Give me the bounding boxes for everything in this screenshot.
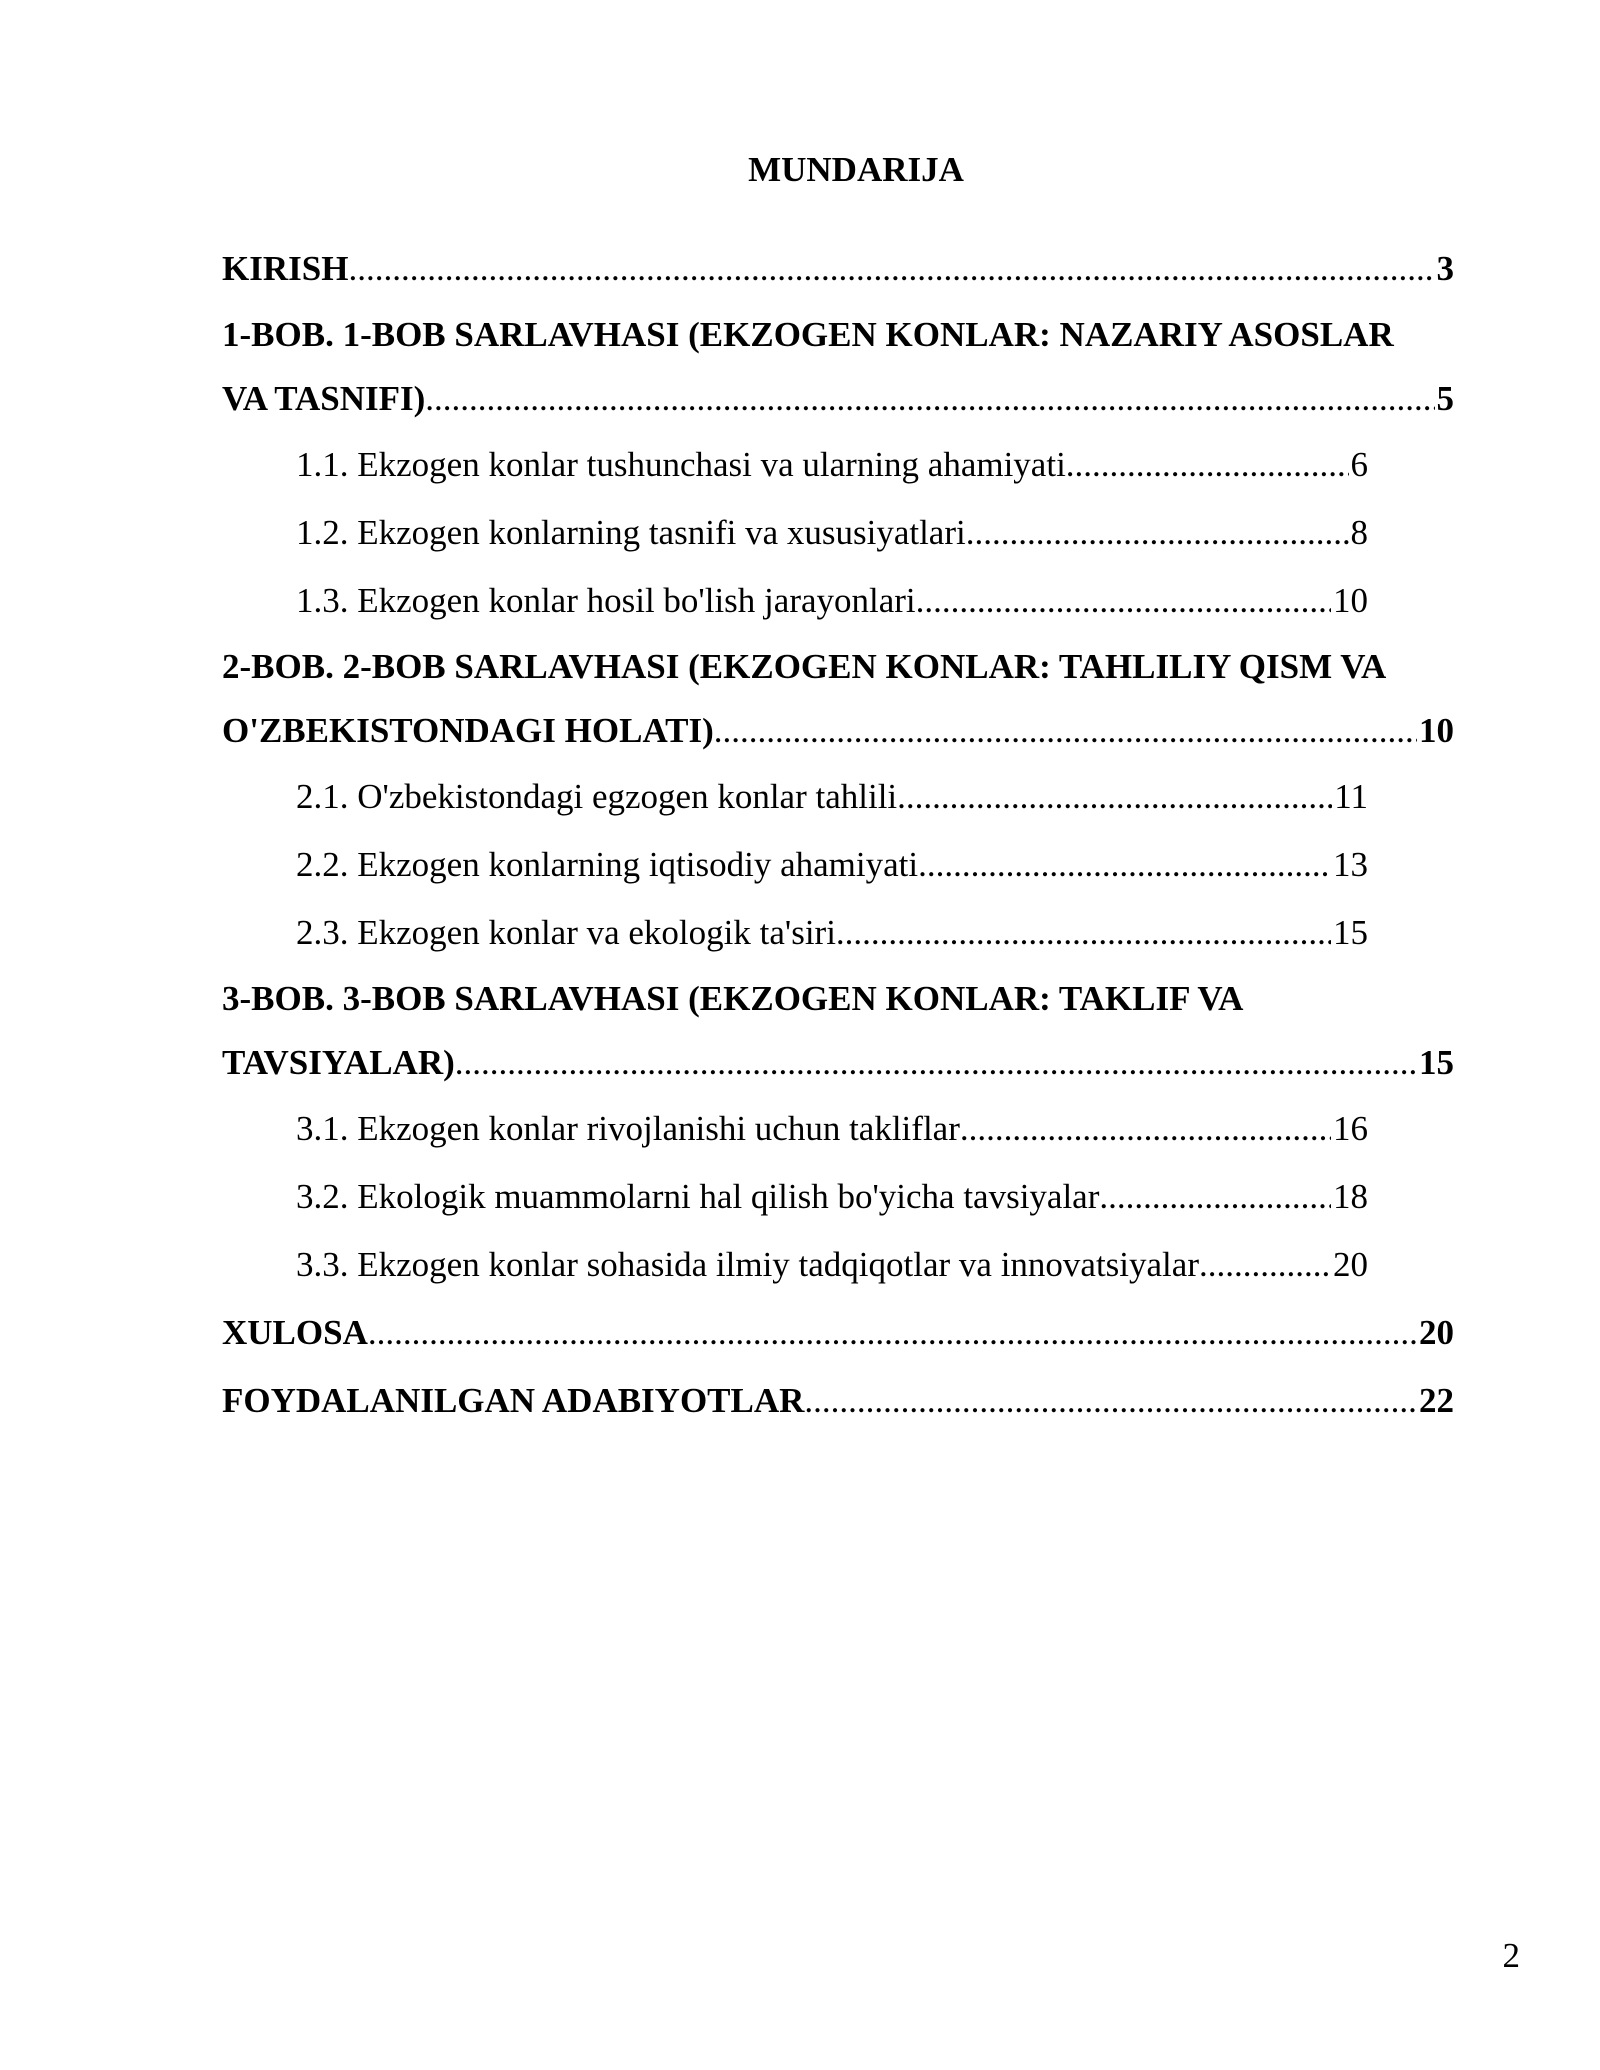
dot-leader — [918, 831, 1331, 899]
toc-entry-title: O'ZBEKISTONDAGI HOLATI) — [222, 711, 714, 750]
toc-entry-chapter-1[interactable] — [222, 303, 1454, 431]
toc-entry-section-1-2[interactable] — [222, 499, 1368, 567]
toc-entry-section-1-3[interactable] — [222, 567, 1368, 635]
toc-page-number: 20 — [1419, 1313, 1454, 1352]
toc-page-number: 8 — [1350, 513, 1368, 552]
toc-page-number: 16 — [1333, 1109, 1368, 1148]
toc-entry-title: TAVSIYALAR) — [222, 1043, 455, 1082]
toc-page-number: 15 — [1419, 1043, 1454, 1082]
toc-page-number: 22 — [1419, 1381, 1454, 1420]
toc-entry-title: 1.3. Ekzogen konlar hosil bo'lish jarayonlari — [296, 581, 916, 620]
toc-entry-chapter-2[interactable] — [222, 635, 1454, 763]
toc-page-number: 3 — [1436, 249, 1454, 288]
page-title: MUNDARIJA — [748, 150, 964, 189]
toc-page-number: 13 — [1333, 845, 1368, 884]
toc-entry-title: 2.3. Ekzogen konlar va ekologik ta'siri — [296, 913, 836, 952]
dot-leader — [960, 1095, 1331, 1163]
toc-entry-title: 1.2. Ekzogen konlarning tasnifi va xususiyatlari — [296, 513, 966, 552]
toc-entry-section-3-1[interactable] — [222, 1095, 1368, 1163]
toc-entry-kirish[interactable] — [222, 235, 1454, 303]
toc-page-number: 6 — [1350, 445, 1368, 484]
toc-entry-section-3-3[interactable] — [222, 1231, 1368, 1299]
dot-leader — [1099, 1163, 1331, 1231]
toc-entry-title: 2.1. O'zbekistondagi egzogen konlar tahlili — [296, 777, 898, 816]
dot-leader — [455, 1031, 1417, 1095]
toc-page-number: 10 — [1419, 711, 1454, 750]
toc-entry-title-line: 1-BOB. 1-BOB SARLAVHASI (EKZOGEN KONLAR: NAZARIY ASOSLAR — [222, 315, 1394, 354]
dot-leader — [804, 1367, 1417, 1435]
toc-entry-section-2-3[interactable] — [222, 899, 1368, 967]
toc-entry-section-2-1[interactable] — [222, 763, 1368, 831]
toc-entry-title: 3.3. Ekzogen konlar sohasida ilmiy tadqiqotlar va innovatsiyalar — [296, 1245, 1199, 1284]
toc-entry-title: VA TASNIFI) — [222, 379, 426, 418]
toc-page-number: 10 — [1333, 581, 1368, 620]
toc-page-number: 20 — [1333, 1245, 1368, 1284]
dot-leader — [714, 699, 1417, 763]
dot-leader — [1066, 431, 1349, 499]
toc-entry-title: XULOSA — [222, 1313, 368, 1352]
toc-entry-chapter-3[interactable] — [222, 967, 1454, 1095]
dot-leader — [425, 367, 1434, 431]
toc-entry-section-3-2[interactable] — [222, 1163, 1368, 1231]
table-of-contents — [222, 235, 1454, 1435]
toc-entry-section-1-1[interactable] — [222, 431, 1368, 499]
toc-entry-title-line: 2-BOB. 2-BOB SARLAVHASI (EKZOGEN KONLAR: TAHLILIY QISM VA — [222, 647, 1387, 686]
dot-leader — [1199, 1231, 1331, 1299]
toc-entry-references[interactable] — [222, 1367, 1454, 1435]
dot-leader — [916, 567, 1331, 635]
dot-leader — [836, 899, 1331, 967]
page-number: 2 — [1502, 1936, 1520, 1975]
toc-entry-title: FOYDALANILGAN ADABIYOTLAR — [222, 1381, 805, 1420]
toc-entry-title-line: 3-BOB. 3-BOB SARLAVHASI (EKZOGEN KONLAR: TAKLIF VA — [222, 979, 1244, 1018]
toc-entry-title: KIRISH — [222, 249, 349, 288]
toc-page-number: 18 — [1333, 1177, 1368, 1216]
toc-page-number: 11 — [1334, 777, 1368, 816]
toc-page-number: 15 — [1333, 913, 1368, 952]
toc-entry-title: 1.1. Ekzogen konlar tushunchasi va ularning ahamiyati — [296, 445, 1066, 484]
dot-leader — [966, 499, 1349, 567]
toc-page-number: 5 — [1436, 379, 1454, 418]
toc-entry-xulosa[interactable] — [222, 1299, 1454, 1367]
dot-leader — [348, 235, 1434, 303]
toc-entry-title: 2.2. Ekzogen konlarning iqtisodiy ahamiyati — [296, 845, 919, 884]
dot-leader — [897, 763, 1332, 831]
toc-entry-section-2-2[interactable] — [222, 831, 1368, 899]
dot-leader — [368, 1299, 1417, 1367]
toc-entry-title: 3.1. Ekzogen konlar rivojlanishi uchun takliflar — [296, 1109, 960, 1148]
toc-entry-title: 3.2. Ekologik muammolarni hal qilish bo'yicha tavsiyalar — [296, 1177, 1100, 1216]
